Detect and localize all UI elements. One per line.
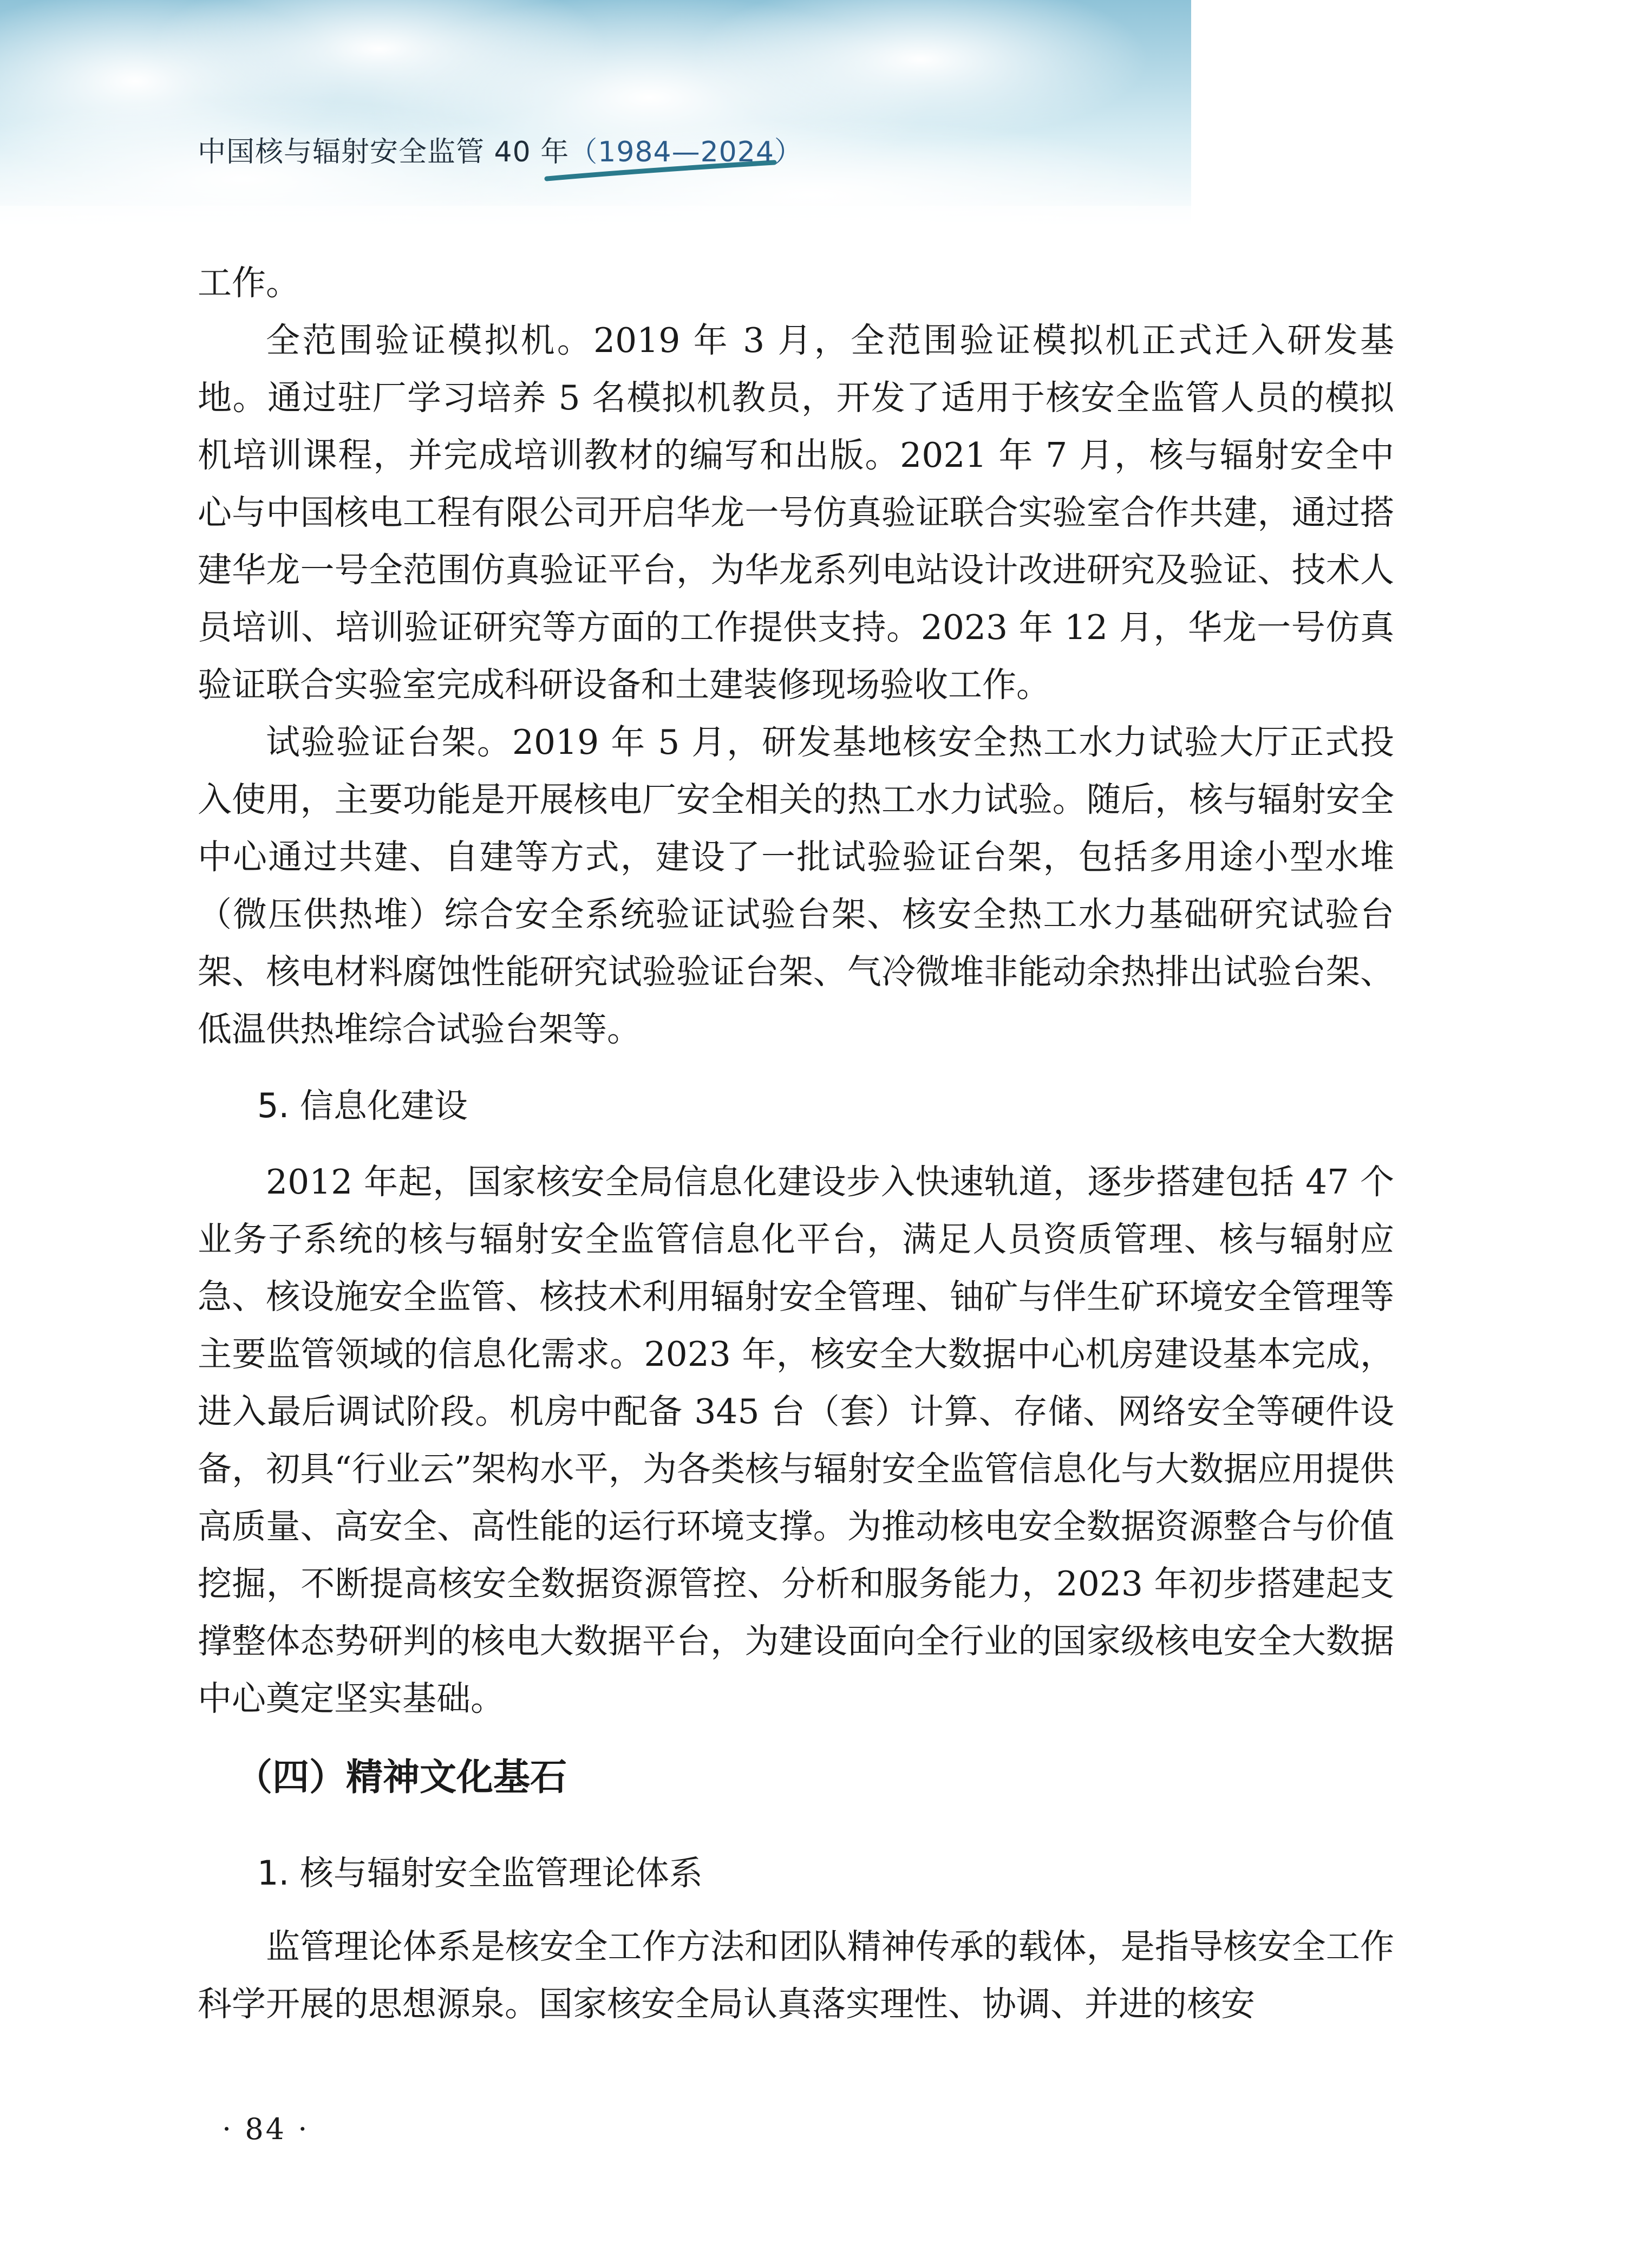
paragraph-simulator: 全范围验证模拟机。2019 年 3 月，全范围验证模拟机正式迁入研发基地。通过驻厂学习培养 5 名模拟机教员，开发了适用于核安全监管人员的模拟机培训课程，并完成培训教材的编写和出版。2021 年 7 月，核与辐射安全中心与中国核电工程有限公司开启华龙一号仿真验证联合实验室合作共建，通过搭建华龙一号全范围仿真验证平台，为华龙系列电站设计改进研究及验证、技术人员培训、培训验证研究等方面的工作提供支持。2023 年 12 月，华龙一号仿真验证联合实验室完成科研设备和土建装修现场验收工作。 <box>198 321 1394 705</box>
book-title: 中国核与辐射安全监管 40 年 <box>198 136 570 168</box>
book-years: （1984—2024） <box>569 136 803 168</box>
heading-informatization: 5. 信息化建设 <box>257 1086 468 1125</box>
running-header <box>198 129 803 170</box>
heading-regulatory-theory: 1. 核与辐射安全监管理论体系 <box>257 1853 703 1893</box>
paragraph-continuation: 工作。 <box>198 263 300 303</box>
paragraph-test-rigs: 试验验证台架。2019 年 5 月，研发基地核安全热工水力试验大厅正式投入使用，主要功能是开展核电厂安全相关的热工水力试验。随后，核与辐射安全中心通过共建、自建等方式，建设了一批试验验证台架，包括多用途小型水堆（微压供热堆）综合安全系统验证试验台架、核安全热工水力基础研究试验台架、核电材料腐蚀性能研究试验验证台架、气冷微堆非能动余热排出试验台架、低温供热堆综合试验台架等。 <box>198 722 1394 1049</box>
paragraph-regulatory-theory: 监管理论体系是核安全工作方法和团队精神传承的载体，是指导核安全工作科学开展的思想源泉。国家核安全局认真落实理性、协调、并进的核安 <box>198 1927 1394 2024</box>
page-body <box>198 255 1394 2033</box>
heading-spiritual-culture: （四）精神文化基石 <box>236 1756 567 1799</box>
page-number: · 84 · <box>222 2112 310 2146</box>
paragraph-informatization: 2012 年起，国家核安全局信息化建设步入快速轨道，逐步搭建包括 47 个业务子系统的核与辐射安全监管信息化平台，满足人员资质管理、核与辐射应急、核设施安全监管、核技术利用辐射安全管理、铀矿与伴生矿环境安全管理等主要监管领域的信息化需求。2023 年，核安全大数据中心机房建设基本完成，进入最后调试阶段。机房中配备 345 台（套）计算、存储、网络安全等硬件设备，初具“行业云”架构水平，为各类核与辐射安全监管信息化与大数据应用提供高质量、高安全、高性能的运行环境支撑。为推动核电安全数据资源整合与价值挖掘，不断提高核安全数据资源管控、分析和服务能力，2023 年初步搭建起支撑整体态势研判的核电大数据平台，为建设面向全行业的国家级核电安全大数据中心奠定坚实基础。 <box>198 1162 1394 1718</box>
